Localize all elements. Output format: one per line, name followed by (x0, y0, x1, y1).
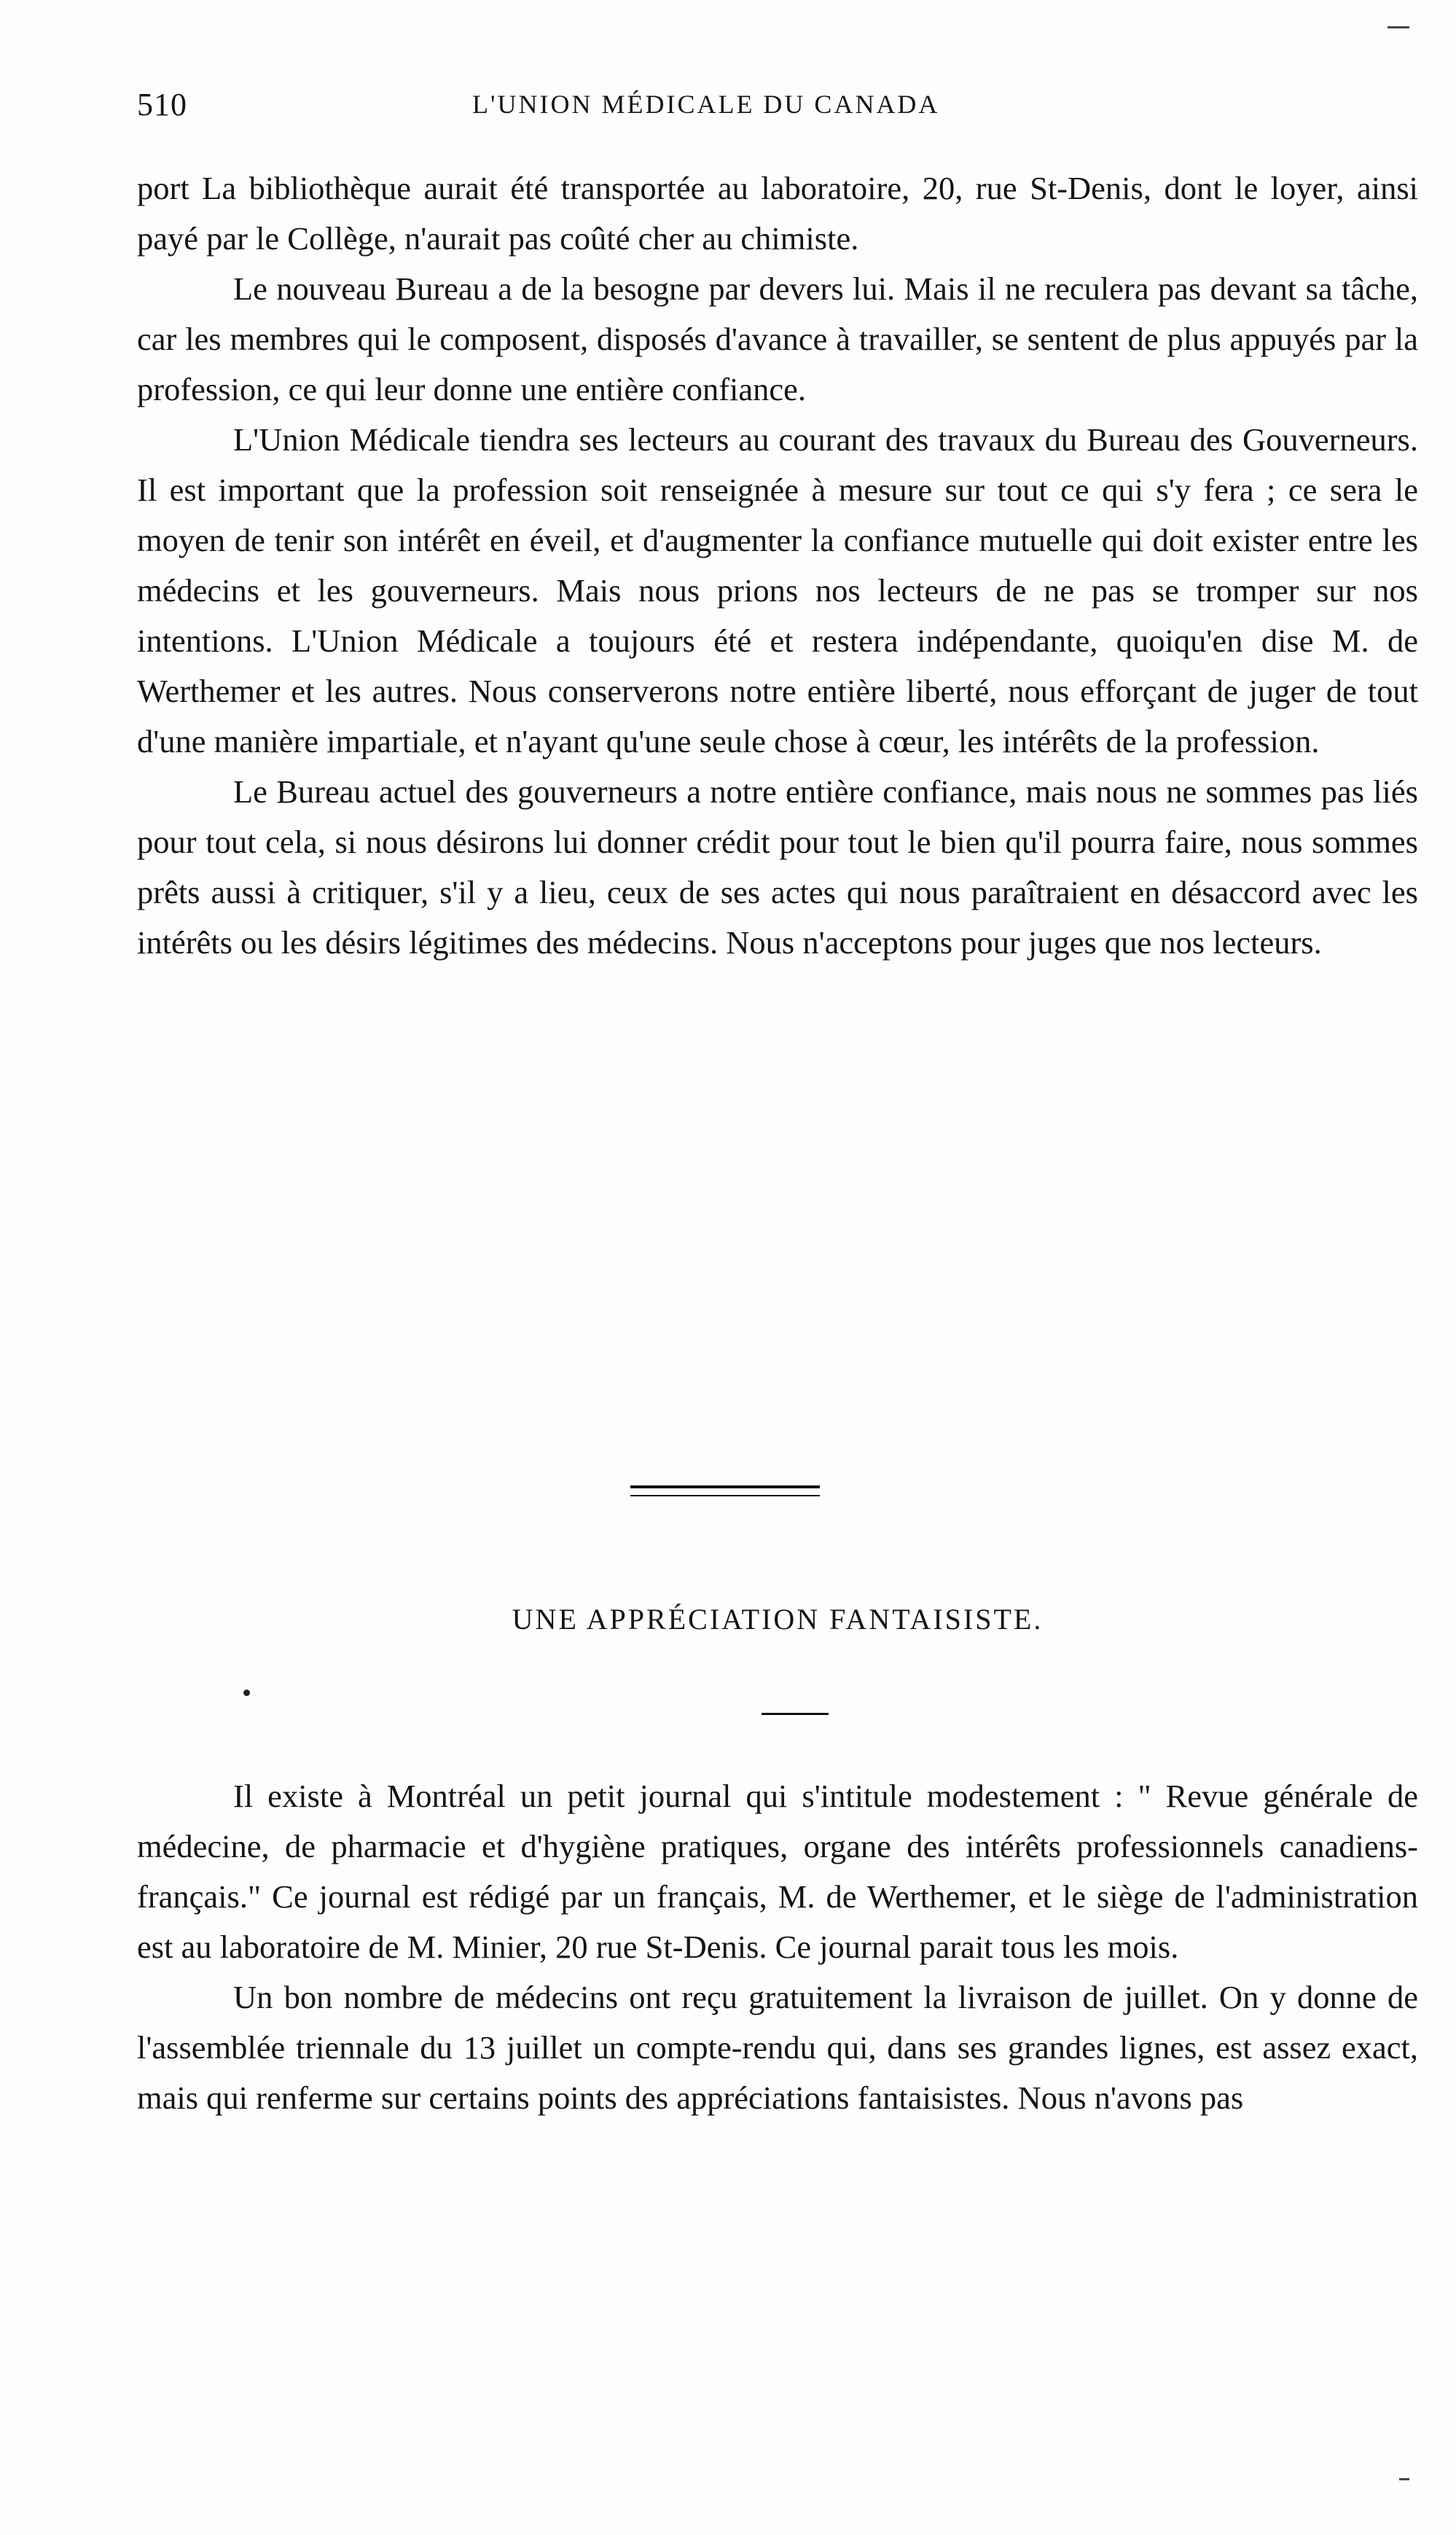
section-divider (630, 1485, 820, 1496)
new-article (137, 1771, 1418, 2123)
section-heading: UNE APPRÉCIATION FANTAISISTE. (512, 1603, 1044, 1636)
paragraph: Il existe à Montréal un petit journal qui s'intitule modestement : " Revue générale de médecine, de pharmacie et d'hygiène pratiques, organe des intérêts professionnels canadiens-français." Ce journal est rédigé par un français, M. de Werthemer, et le siège de l'administration est au laboratoire de M. Minier, 20 rue St-Denis. Ce journal parait tous les mois. (137, 1778, 1418, 1965)
paragraph: Le Bureau actuel des gouverneurs a notre entière confiance, mais nous ne sommes pas liés pour tout cela, si nous désirons lui donner crédit pour tout le bien qu'il pourra faire, nous sommes prêts aussi à critiquer, s'il y a lieu, ceux de ses actes qui nous paraîtraient en désaccord avec les intérêts ou les désirs légitimes des médecins. Nous n'acceptons pour juges que nos lecteurs. (137, 773, 1418, 961)
page-header (137, 86, 1376, 130)
margin-speck (1387, 26, 1409, 28)
margin-speck (1399, 2478, 1409, 2480)
paragraph: port La bibliothèque aurait été transportée au laboratoire, 20, rue St-Denis, dont le loyer, ainsi payé par le Collège, n'aurait pas coûté cher au chimiste. (137, 170, 1418, 257)
print-speck (243, 1690, 250, 1696)
heading-rule (762, 1713, 829, 1715)
page-number: 510 (137, 87, 187, 122)
paragraph: L'Union Médicale tiendra ses lecteurs au courant des travaux du Bureau des Gouverneurs. Il est important que la profession soit renseignée à mesure sur tout ce qui s'y fera ; ce sera le moyen de tenir son intérêt en éveil, et d'augmenter la confiance mutuelle qui doit exister entre les médecins et les gouverneurs. Mais nous prions nos lecteurs de ne pas se tromper sur nos intentions. L'Union Médicale a toujours été et restera indépendante, quoiqu'en dise M. de Werthemer et les autres. Nous conserverons notre entière liberté, nous efforçant de juger de tout d'une manière impartiale, et n'ayant qu'une seule chose à cœur, les intérêts de la profession. (137, 421, 1418, 759)
paragraph: Le nouveau Bureau a de la besogne par devers lui. Mais il ne reculera pas devant sa tâche, car les membres qui le composent, disposés d'avance à travailler, se sentent de plus appuyés par la profession, ce qui leur donne une entière confiance. (137, 270, 1418, 407)
article-continuation (137, 163, 1418, 968)
paragraph: Un bon nombre de médecins ont reçu gratuitement la livraison de juillet. On y donne de l'assemblée triennale du 13 juillet un compte-rendu qui, dans ses grandes lignes, est assez exact, mais qui renferme sur certains points des appréciations fantaisistes. Nous n'avons pas (137, 1979, 1418, 2116)
running-title: L'UNION MÉDICALE DU CANADA (472, 90, 940, 119)
